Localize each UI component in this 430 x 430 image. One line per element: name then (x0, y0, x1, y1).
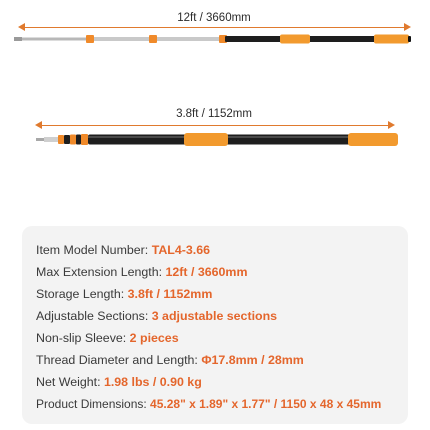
spec-thread-diameter-length (36, 353, 304, 367)
spec-label: Thread Diameter and Length: (36, 353, 202, 367)
arrow-left-icon (18, 23, 25, 31)
pole-collar (149, 35, 157, 43)
extended-pole-image (14, 32, 414, 46)
spec-value: 3.8ft / 1152mm (127, 287, 213, 301)
spec-value: Φ17.8mm / 28mm (201, 353, 304, 367)
pole-tip-section (44, 137, 58, 142)
spec-non-slip-sleeve (36, 331, 179, 345)
pole-section-joint (64, 135, 70, 144)
spec-adjustable-sections (36, 309, 277, 323)
extended-length-label: 12ft / 3660mm (177, 12, 251, 24)
spec-label: Item Model Number: (36, 243, 152, 257)
pole-end-cap (408, 36, 411, 42)
spec-label: Storage Length: (36, 287, 128, 301)
spec-value: 3 adjustable sections (151, 309, 278, 323)
spec-model-number (36, 243, 210, 257)
non-slip-sleeve (374, 35, 409, 44)
spec-product-dimensions (36, 397, 381, 411)
spec-value: 2 pieces (129, 331, 179, 345)
storage-length-label: 3.8ft / 1152mm (176, 108, 252, 120)
non-slip-sleeve (280, 35, 310, 44)
spec-storage-length (36, 287, 212, 301)
storage-dimension-line (40, 125, 390, 126)
specifications-card (22, 226, 408, 424)
spec-value: TAL4-3.66 (151, 243, 210, 257)
arrow-right-icon (404, 23, 411, 31)
pole-section-joint (76, 135, 81, 145)
extended-dimension (18, 12, 410, 32)
pole-tip-section (18, 38, 90, 41)
pole-collar (81, 134, 88, 145)
spec-label: Non-slip Sleeve: (36, 331, 130, 345)
pole-collar (58, 135, 64, 144)
spec-value: 1.98 lbs / 0.90 kg (103, 375, 202, 389)
extended-dimension-line (22, 27, 406, 28)
pole-thread-tip (14, 37, 22, 41)
non-slip-sleeve (348, 133, 398, 146)
spec-value: 12ft / 3660mm (165, 265, 248, 279)
pole-collar (70, 135, 76, 145)
spec-label: Net Weight: (36, 375, 104, 389)
spec-label: Max Extension Length: (36, 265, 166, 279)
pole-collar (86, 35, 94, 43)
storage-pole-image (36, 128, 400, 150)
spec-max-extension-length (36, 265, 247, 279)
spec-net-weight (36, 375, 202, 389)
spec-value: 45.28" x 1.89" x 1.77" / 1150 x 48 x 45mm (150, 397, 382, 411)
spec-label: Adjustable Sections: (36, 309, 152, 323)
non-slip-sleeve (184, 133, 228, 146)
spec-label: Product Dimensions: (36, 397, 151, 411)
